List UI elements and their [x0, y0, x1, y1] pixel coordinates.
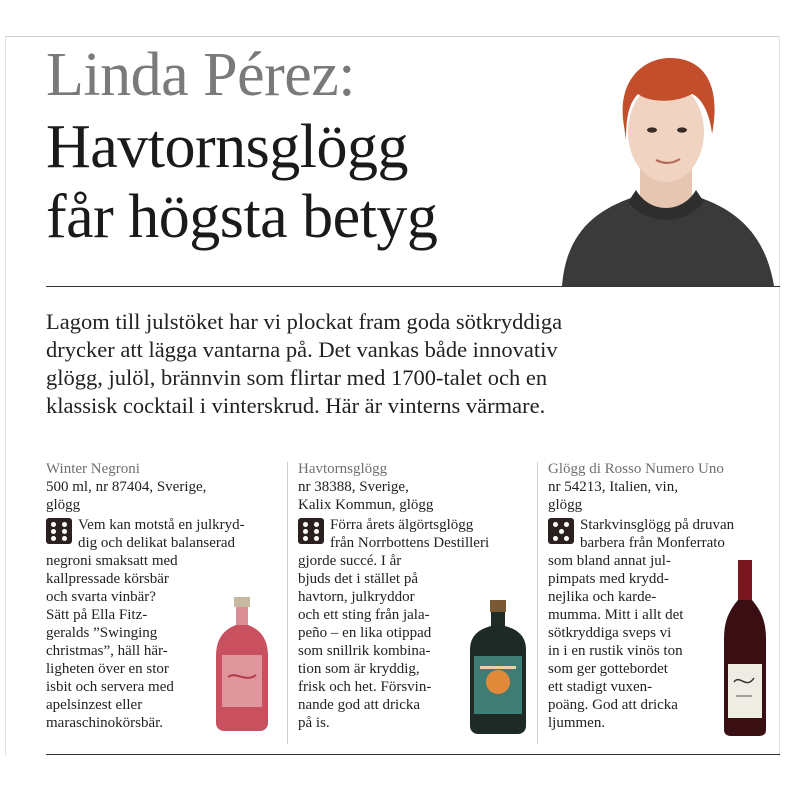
review-line: från Norrbottens Destilleri [330, 535, 490, 551]
review-line: dig och delikat balanserad [78, 535, 236, 551]
author-portrait [552, 40, 778, 286]
dice-rating-icon [298, 518, 324, 544]
review-line: Förra årets älgörtsglögg [330, 517, 474, 533]
review-line: Starkvinsglögg på druvan [580, 517, 735, 533]
lead-line: Lagom till julstöket har vi plockat fram goda sötkryddiga [46, 309, 563, 334]
review-line: apelsinzest eller [46, 697, 143, 713]
review-line: frisk och het. Försvin- [298, 679, 432, 695]
review-line: Sätt på Ella Fitz- [46, 607, 148, 623]
author-name: Linda Pérez: [46, 41, 356, 109]
review-line: pimpats med krydd- [548, 571, 669, 587]
header-rule [46, 286, 780, 287]
review-line: tion som är kryddig, [298, 661, 420, 677]
lead-line: glögg, julöl, brännvin som flirtar med 1700-talet och en [46, 365, 548, 390]
headline-line-2: får högsta betyg [46, 183, 438, 251]
right-border [779, 36, 780, 756]
column-divider [287, 462, 288, 744]
headline [46, 112, 546, 252]
review-line: som bland annat jul- [548, 553, 671, 569]
review-info [298, 478, 526, 514]
dice-rating-icon [46, 518, 72, 544]
review-line: ett stadigt vuxen- [548, 679, 653, 695]
lead-line: klassisk cocktail i vinterskrud. Här är vinterns värmare. [46, 393, 546, 418]
headline-line-1: Havtornsglögg [46, 113, 409, 181]
review-line: nejlika och karde- [548, 589, 657, 605]
top-border [5, 36, 780, 37]
review-line: barbera från Monferrato [580, 535, 725, 551]
review-line: maraschinokörsbär. [46, 715, 164, 731]
review-line: in i en rustik vinös ton [548, 643, 683, 659]
review-line: och ett sting från jala- [298, 607, 430, 623]
left-border [5, 36, 6, 756]
review-info-line: glögg [548, 497, 583, 513]
bottom-rule [46, 754, 780, 755]
review-line: på is. [298, 715, 330, 731]
review-name: Glögg di Rosso Numero Uno [548, 461, 724, 477]
review-info [46, 478, 274, 514]
glogg-di-rosso-bottle-image [722, 560, 768, 736]
review-line: isbit och servera med [46, 679, 174, 695]
review-line: kallpressade körsbär [46, 571, 169, 587]
review-line: peño – en lika otippad [298, 625, 432, 641]
review-info-line: Kalix Kommun, glögg [298, 497, 434, 513]
review-info-line: nr 54213, Italien, vin, [548, 479, 678, 495]
lead-paragraph [46, 308, 746, 420]
review-info-line: nr 38388, Sverige, [298, 479, 409, 495]
column-divider [537, 462, 538, 744]
dice-rating-icon [548, 518, 574, 544]
review-line: nande god att dricka [298, 697, 421, 713]
review-line: geralds ”Swinging [46, 625, 158, 641]
review-line: poäng. God att dricka [548, 697, 678, 713]
lead-line: drycker att lägga vantarna på. Det vankas både innovativ [46, 337, 558, 362]
review-line: Vem kan motstå en julkryd- [78, 517, 245, 533]
review-line: christmas”, häll här- [46, 643, 168, 659]
review-name: Winter Negroni [46, 461, 140, 477]
review-info-line: 500 ml, nr 87404, Sverige, [46, 479, 207, 495]
review-info [548, 478, 776, 514]
review-line: och svarta vinbär? [46, 589, 156, 605]
review-name: Havtornsglögg [298, 461, 388, 477]
review-info-line: glögg [46, 497, 81, 513]
review-line: bjuds det i stället på [298, 571, 418, 587]
review-line: gjorde succé. I år [298, 553, 402, 569]
havtornsglogg-bottle-image [466, 600, 530, 734]
negroni-bottle-image [214, 597, 270, 731]
review-line: mumma. Mitt i allt det [548, 607, 684, 623]
review-line: som ger gottebordet [548, 661, 668, 677]
review-line: ljummen. [548, 715, 606, 731]
review-line: ligheten över en stor [46, 661, 169, 677]
review-line: negroni smaksatt med [46, 553, 178, 569]
review-line: som snillrik kombina- [298, 643, 431, 659]
review-line: sötkryddiga sveps vi [548, 625, 672, 641]
review-line: havtorn, julkryddor [298, 589, 415, 605]
